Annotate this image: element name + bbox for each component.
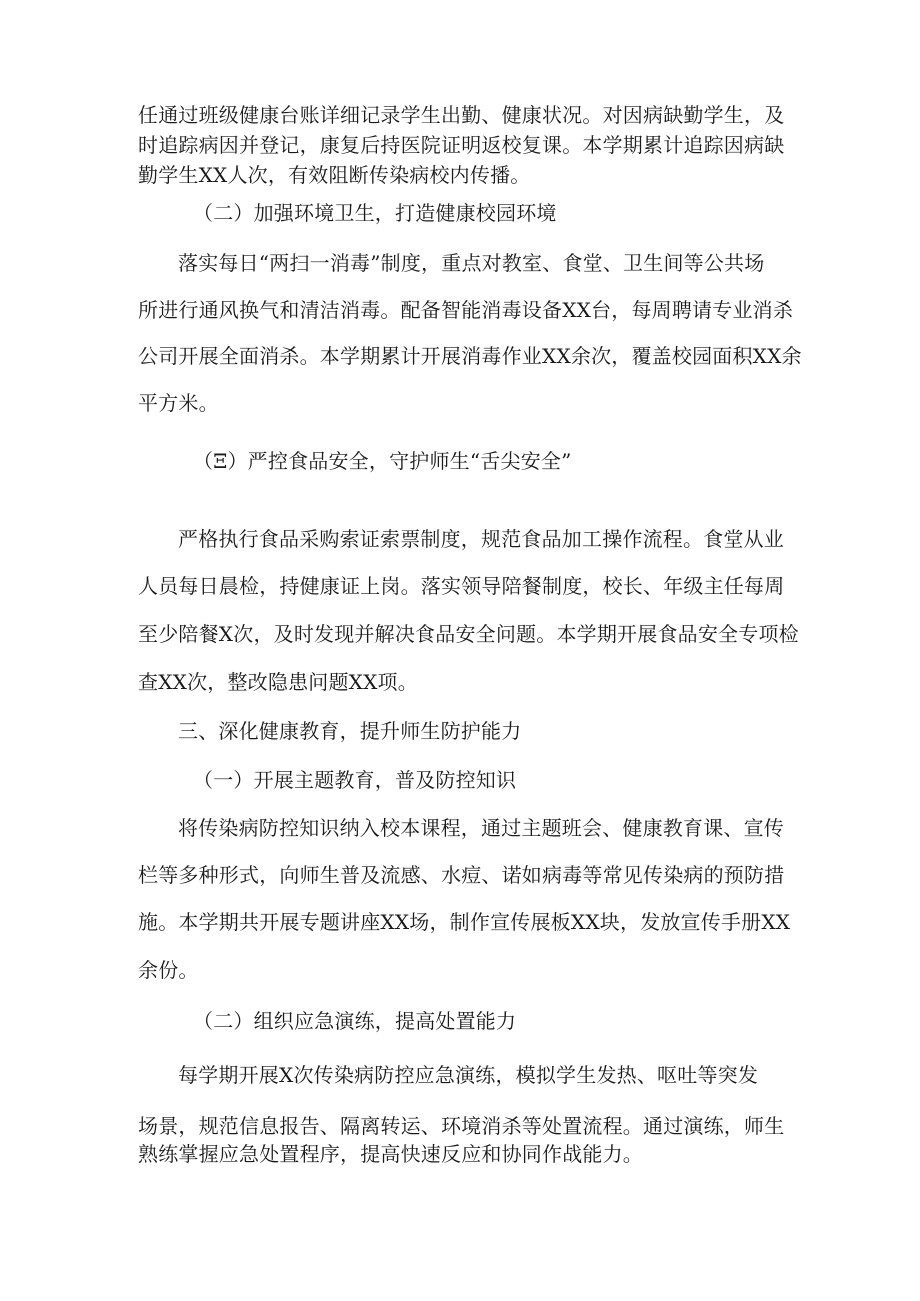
paragraph-line: 勤学生XX人次，有效阻断传染病校内传播。	[138, 163, 531, 187]
subsection-heading: （一）开展主题教育，普及防控知识	[193, 768, 517, 792]
paragraph-line: 时追踪病因并登记，康复后持医院证明返校复课。本学期累计追踪因病缺	[138, 133, 785, 157]
section-heading: （Ξ）严控食品安全，守护师生“舌尖安全”	[193, 449, 572, 473]
paragraph-line: 熟练掌握应急处置程序，提高快速反应和协同作战能力。	[138, 1142, 643, 1166]
section-heading: （二）加强环境卫生，打造健康校园环境	[193, 201, 557, 225]
subsection-heading: （二）组织应急演练，提高处置能力	[193, 1009, 517, 1033]
paragraph-line: 所进行通风换气和清洁消毒。配备智能消毒设备XX台，每周聘请专业消杀	[138, 298, 794, 322]
paragraph-line: 余份。	[138, 958, 199, 982]
paragraph-line: 严格执行食品采购索证索票制度，规范食品加工操作流程。食堂从业	[178, 527, 784, 551]
paragraph-line: 施。本学期共开展专题讲座XX场，制作宣传展板XX块，发放宣传手册XX	[138, 910, 791, 934]
paragraph-line: 公司开展全面消杀。本学期累计开展消毒作业XX余次，覆盖校园面积XX余	[138, 344, 802, 368]
paragraph-line: 将传染病防控知识纳入校本课程，通过主题班会、健康教育课、宣传	[178, 816, 784, 840]
section-heading: 三、深化健康教育，提升师生防护能力	[178, 719, 522, 743]
paragraph-line: 栏等多种形式，向师生普及流感、水痘、诺如病毒等常见传染病的预防措	[138, 863, 785, 887]
paragraph-line: 至少陪餐X次，及时发现并解决食品安全问题。本学期开展食品安全专项检	[138, 622, 799, 646]
paragraph-line: 场景，规范信息报告、隔离转运、环境消杀等处置流程。通过演练，师生	[138, 1114, 785, 1138]
paragraph-line: 平方米。	[138, 391, 219, 415]
paragraph-line: 任通过班级健康台账详细记录学生出勤、健康状况。对因病缺勤学生，及	[138, 103, 785, 127]
paragraph-line: 人员每日晨检，持健康证上岗。落实领导陪餐制度，校长、年级主任每周	[138, 574, 785, 598]
paragraph-line: 每学期开展X次传染病防控应急演练，模拟学生发热、呕吐等突发	[178, 1063, 759, 1087]
paragraph-line: 查XX次，整改隐患问题XX项。	[138, 670, 418, 694]
paragraph-line: 落实每日“两扫一消毒”制度，重点对教室、食堂、卫生间等公共场	[178, 251, 765, 275]
